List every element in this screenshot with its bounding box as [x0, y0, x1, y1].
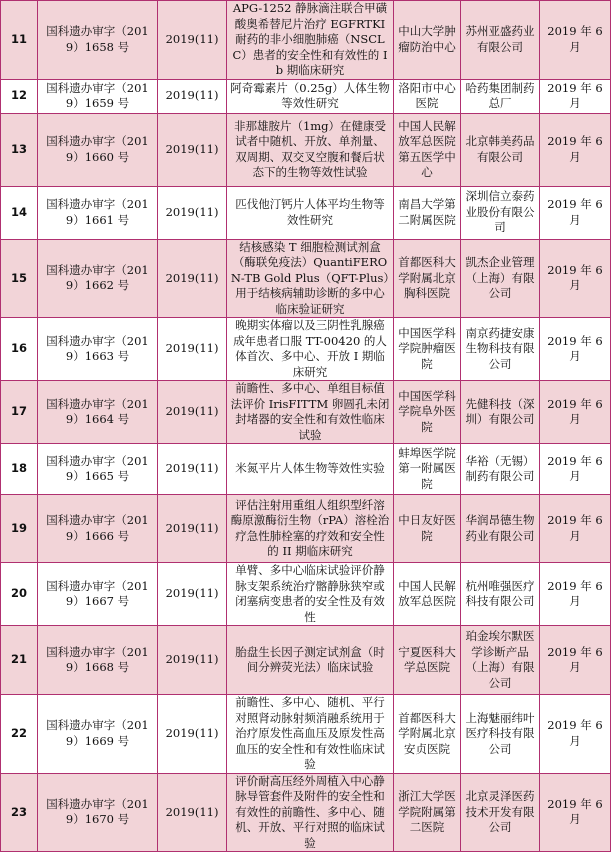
research-institution: 中国医学科学院肿瘤医院 [394, 318, 461, 381]
row-number: 21 [1, 626, 38, 695]
research-institution: 首都医科大学附属北京安贞医院 [394, 695, 461, 774]
approval-number: 国科遗办审字（2019）1662 号 [38, 239, 158, 318]
sponsor-company: 哈药集团制药总厂 [461, 79, 540, 113]
research-institution: 中山大学肿瘤防治中心 [394, 1, 461, 80]
approval-number: 国科遗办审字（2019）1661 号 [38, 186, 158, 239]
research-institution: 中日友好医院 [394, 495, 461, 563]
project-title: 评价耐高压经外周植入中心静脉导管套件及附件的安全性和有效性的前瞻性、多中心、随机、开放、平行对照的临床试验 [227, 773, 394, 852]
research-institution: 宁夏医科大学总医院 [394, 626, 461, 695]
research-institution: 首都医科大学附属北京胸科医院 [394, 239, 461, 318]
sponsor-company: 珀金埃尔默医学诊断产品（上海）有限公司 [461, 626, 540, 695]
research-institution: 中国人民解放军总医院第五医学中心 [394, 113, 461, 186]
batch-number: 2019(11) [158, 444, 227, 495]
approval-number: 国科遗办审字（2019）1660 号 [38, 113, 158, 186]
table-row [1, 381, 611, 444]
batch-number: 2019(11) [158, 239, 227, 318]
approval-number: 国科遗办审字（2019）1659 号 [38, 79, 158, 113]
table-row [1, 186, 611, 239]
approval-date: 2019 年 6 月 [540, 186, 611, 239]
row-number: 18 [1, 444, 38, 495]
table-row [1, 773, 611, 852]
sponsor-company: 华润昂德生物药业有限公司 [461, 495, 540, 563]
approval-number: 国科遗办审字（2019）1665 号 [38, 444, 158, 495]
research-institution: 中国医学科学院阜外医院 [394, 381, 461, 444]
sponsor-company: 南京药捷安康生物科技有限公司 [461, 318, 540, 381]
approval-number: 国科遗办审字（2019）1668 号 [38, 626, 158, 695]
approval-date: 2019 年 6 月 [540, 773, 611, 852]
row-number: 13 [1, 113, 38, 186]
batch-number: 2019(11) [158, 79, 227, 113]
project-title: 匹伐他汀钙片人体平均生物等效性研究 [227, 186, 394, 239]
sponsor-company: 苏州亚盛药业有限公司 [461, 1, 540, 80]
project-title: 米氮平片人体生物等效性实验 [227, 444, 394, 495]
approval-number: 国科遗办审字（2019）1664 号 [38, 381, 158, 444]
row-number: 12 [1, 79, 38, 113]
batch-number: 2019(11) [158, 773, 227, 852]
sponsor-company: 杭州唯强医疗科技有限公司 [461, 563, 540, 626]
row-number: 20 [1, 563, 38, 626]
approval-date: 2019 年 6 月 [540, 318, 611, 381]
batch-number: 2019(11) [158, 113, 227, 186]
project-title: 结核感染 T 细胞检测试剂盒（酶联免疫法）QuantiFERON-TB Gold Plus（QFT-Plus）用于结核病辅助诊断的多中心临床验证研究 [227, 239, 394, 318]
project-title: 非那雄胺片（1mg）在健康受试者中随机、开放、单剂量、双周期、双交叉空腹和餐后状态下的生物等效性试验 [227, 113, 394, 186]
batch-number: 2019(11) [158, 186, 227, 239]
approval-date: 2019 年 6 月 [540, 1, 611, 80]
sponsor-company: 北京灵泽医药技术开发有限公司 [461, 773, 540, 852]
table-row [1, 113, 611, 186]
batch-number: 2019(11) [158, 626, 227, 695]
approval-date: 2019 年 6 月 [540, 444, 611, 495]
research-institution: 中国人民解放军总医院 [394, 563, 461, 626]
row-number: 17 [1, 381, 38, 444]
project-title: 晚期实体瘤以及三阴性乳腺癌成年患者口服 TT-00420 的人体首次、多中心、开放 I 期临床研究 [227, 318, 394, 381]
approval-number: 国科遗办审字（2019）1670 号 [38, 773, 158, 852]
table-row [1, 626, 611, 695]
table-row [1, 1, 611, 80]
project-title: 评估注射用重组人组织型纤溶酶原激酶衍生物（rPA）溶栓治疗急性肺栓塞的疗效和安全性的 II 期临床研究 [227, 495, 394, 563]
batch-number: 2019(11) [158, 563, 227, 626]
sponsor-company: 华裕（无锡）制药有限公司 [461, 444, 540, 495]
approval-number: 国科遗办审字（2019）1658 号 [38, 1, 158, 80]
project-title: 前瞻性、多中心、随机、平行对照肾动脉射频消融系统用于治疗原发性高血压及原发性高血压的安全性和有效性临床试验 [227, 695, 394, 774]
sponsor-company: 上海魅丽纬叶医疗科技有限公司 [461, 695, 540, 774]
sponsor-company: 北京韩美药品有限公司 [461, 113, 540, 186]
table-row [1, 495, 611, 563]
project-title: 单臂、多中心临床试验评价静脉支架系统治疗髂静脉狭窄或闭塞病变患者的安全性及有效性 [227, 563, 394, 626]
row-number: 15 [1, 239, 38, 318]
approval-date: 2019 年 6 月 [540, 626, 611, 695]
approval-number: 国科遗办审字（2019）1667 号 [38, 563, 158, 626]
approval-date: 2019 年 6 月 [540, 563, 611, 626]
sponsor-company: 先健科技（深圳）有限公司 [461, 381, 540, 444]
approval-date: 2019 年 6 月 [540, 113, 611, 186]
sponsor-company: 深圳信立泰药业股份有限公司 [461, 186, 540, 239]
approval-date: 2019 年 6 月 [540, 239, 611, 318]
research-institution: 蚌埠医学院第一附属医院 [394, 444, 461, 495]
approval-date: 2019 年 6 月 [540, 79, 611, 113]
project-title: APG-1252 静脉滴注联合甲磺酸奥希替尼片治疗 EGFRTKI 耐药的非小细胞肺癌（NSCLC）患者的安全性和有效性的 Ib 期临床研究 [227, 1, 394, 80]
project-title: 胎盘生长因子测定试剂盒（时间分辨荧光法）临床试验 [227, 626, 394, 695]
project-title: 前瞻性、多中心、单组目标值法评价 IrisFITTM 卵圆孔未闭封堵器的安全性和有效性临床试验 [227, 381, 394, 444]
research-institution: 浙江大学医学院附属第二医院 [394, 773, 461, 852]
approval-date: 2019 年 6 月 [540, 695, 611, 774]
sponsor-company: 凯杰企业管理（上海）有限公司 [461, 239, 540, 318]
approval-number: 国科遗办审字（2019）1663 号 [38, 318, 158, 381]
batch-number: 2019(11) [158, 1, 227, 80]
research-institution: 南昌大学第二附属医院 [394, 186, 461, 239]
approval-date: 2019 年 6 月 [540, 381, 611, 444]
approval-number: 国科遗办审字（2019）1666 号 [38, 495, 158, 563]
table-row [1, 239, 611, 318]
table-row [1, 318, 611, 381]
research-institution: 洛阳市中心医院 [394, 79, 461, 113]
table-row [1, 695, 611, 774]
batch-number: 2019(11) [158, 495, 227, 563]
row-number: 16 [1, 318, 38, 381]
approval-number: 国科遗办审字（2019）1669 号 [38, 695, 158, 774]
batch-number: 2019(11) [158, 695, 227, 774]
approval-date: 2019 年 6 月 [540, 495, 611, 563]
row-number: 14 [1, 186, 38, 239]
row-number: 23 [1, 773, 38, 852]
table-row [1, 444, 611, 495]
table-row [1, 79, 611, 113]
table-row [1, 563, 611, 626]
batch-number: 2019(11) [158, 318, 227, 381]
row-number: 19 [1, 495, 38, 563]
project-title: 阿奇霉素片（0.25g）人体生物等效性研究 [227, 79, 394, 113]
batch-number: 2019(11) [158, 381, 227, 444]
row-number: 11 [1, 1, 38, 80]
row-number: 22 [1, 695, 38, 774]
